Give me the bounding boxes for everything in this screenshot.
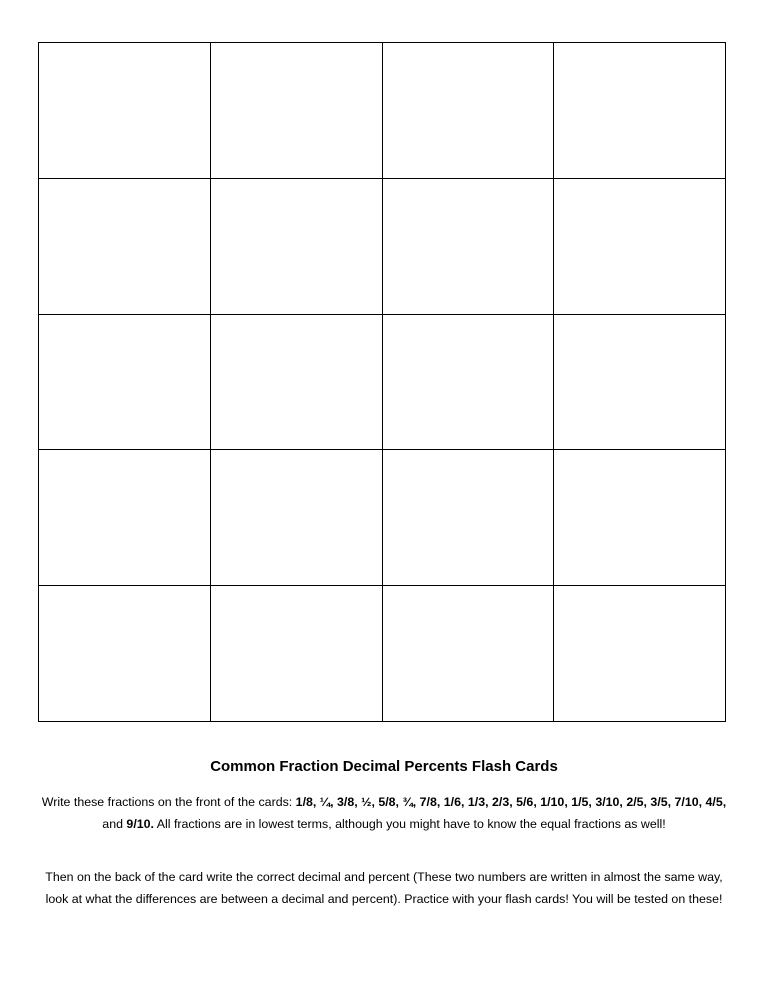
flash-card — [554, 586, 726, 722]
flash-card — [383, 450, 555, 586]
flash-card — [39, 43, 211, 179]
back-instructions: Then on the back of the card write the correct decimal and percent (These two numbers are written in almost the same way, look at what the differences are between a decimal and percent). Practice with your flash cards! You will be tested on these! — [45, 870, 723, 906]
flash-card — [211, 586, 383, 722]
page-title: Common Fraction Decimal Percents Flash Cards — [210, 758, 558, 775]
flash-card — [211, 450, 383, 586]
flash-card — [39, 450, 211, 586]
flash-card — [554, 179, 726, 315]
flash-card — [39, 586, 211, 722]
last-fraction: 9/10. — [126, 817, 154, 831]
front-instructions — [40, 791, 728, 835]
flash-card — [383, 179, 555, 315]
flash-card — [383, 43, 555, 179]
flash-card — [383, 586, 555, 722]
flash-card — [554, 315, 726, 451]
flash-card — [211, 179, 383, 315]
fraction-list: 1/8, ¼, 3/8, ½, 5/8, ¾, 7/8, 1/6, 1/3, 2/3, 5/6, 1/10, 1/5, 3/10, 2/5, 3/5, 7/10, 4/5, — [295, 795, 727, 809]
flash-card — [383, 315, 555, 451]
flash-card — [211, 43, 383, 179]
flash-card — [554, 43, 726, 179]
flash-card-grid — [38, 42, 726, 722]
flash-card — [211, 315, 383, 451]
flash-card — [39, 179, 211, 315]
flash-card — [39, 315, 211, 451]
and-word: and — [102, 817, 127, 831]
lowest-terms-note: All fractions are in lowest terms, although you might have to know the equal fractions as well! — [153, 817, 666, 831]
front-instructions-intro: Write these fractions on the front of the cards: — [41, 795, 296, 809]
flash-card — [554, 450, 726, 586]
